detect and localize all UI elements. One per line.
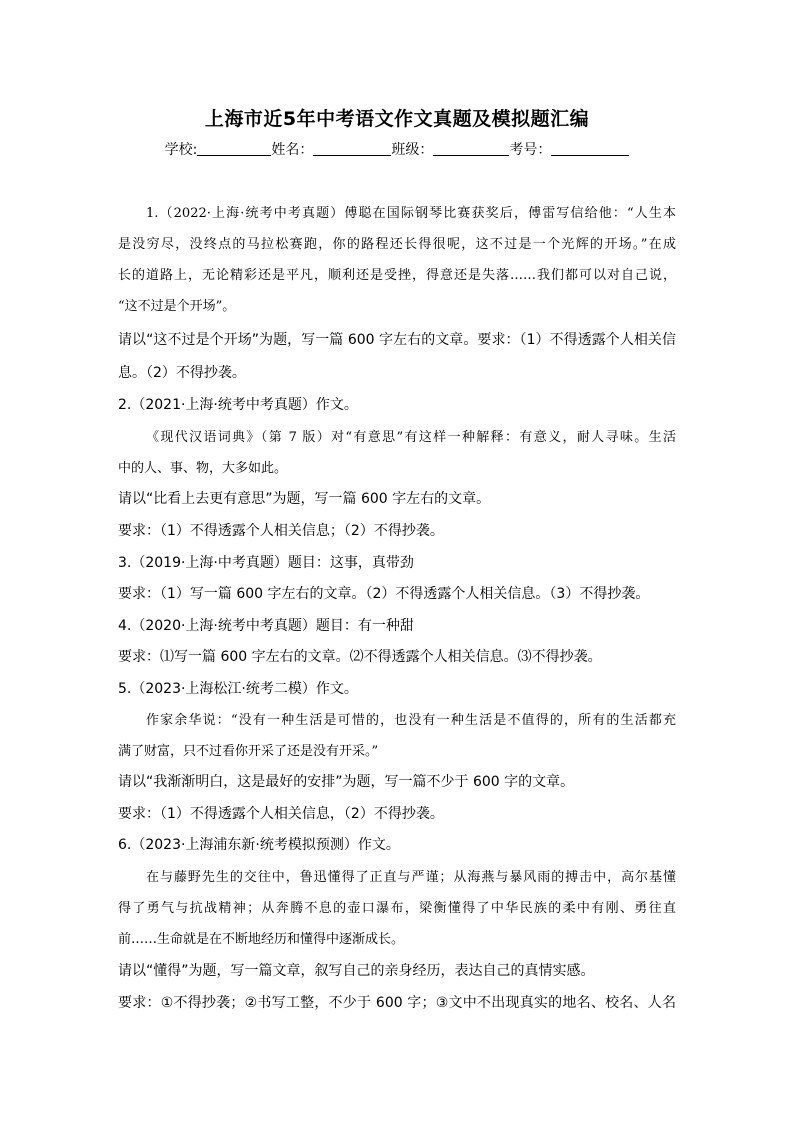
q5-prompt-line-2: 满了财富，只不过看你开采了还是没有开采。” [118,744,379,759]
name-label: 姓名： [271,142,314,158]
q6-requirement-line-2: 要求：①不得抄袭；②书写工整，不少于 600 字；③文中不出现真实的地名、校名、人名 [118,995,676,1011]
q5-heading: 5.（2023·上海松江·统考二模）作文。 [118,681,358,697]
q2-prompt-line-2: 中的人、事、物，大多如此。 [118,461,288,476]
q5-requirement-line-1: 请以“我渐渐明白，这是最好的安排”为题，写一篇不少于 600 字的文章。 [118,774,575,790]
number-blank[interactable] [551,141,629,156]
q1-requirement-line-1: 请以“这不过是个开场”为题，写一篇 600 字左右的文章。要求：（1）不得透露个人相关信 [118,332,676,348]
page-title: 上海市近5年中考语文作文真题及模拟题汇编 [204,108,590,130]
q5-requirement-line-2: 要求：（1）不得透露个人相关信息，（2）不得抄袭。 [118,806,444,822]
class-label: 班级： [391,142,434,158]
q4-requirement: 要求：⑴写一篇 600 字左右的文章。⑵不得透露个人相关信息。⑶不得抄袭。 [118,649,602,665]
q1-prompt-line-4: “这不过是个开场”。 [118,299,236,314]
q6-requirement-line-1: 请以“懂得”为题，写一篇文章，叙写自己的亲身经历，表达自己的真情实感。 [118,963,595,979]
student-info-line [0,139,794,159]
number-label: 考号： [509,142,552,158]
school-blank[interactable] [197,141,271,156]
q6-prompt-line-2: 得了勇气与抗战精神；从奔腾不息的壶口瀑布，梁衡懂得了中华民族的柔中有刚、勇往直 [118,901,676,916]
q6-heading: 6.（2023·上海浦东新·统考模拟预测）作文。 [118,837,400,853]
q5-prompt-line-1: 作家余华说：“没有一种生活是可惜的，也没有一种生活是不值得的，所有的生活都充 [146,713,676,728]
q2-prompt-line-1: 《现代汉语词典》（第 7 版）对“有意思”有这样一种解释：有意义，耐人寻味。生活 [146,430,676,445]
q3-heading: 3.（2019·上海·中考真题）题目：这事，真带劲 [118,555,414,571]
q2-requirement-line-1: 请以“比看上去更有意思”为题，写一篇 600 字左右的文章。 [118,491,491,507]
q1-prompt-line-2: 是没穷尽，没终点的马拉松赛跑，你的路程还长得很呢，这不过是一个光辉的开场。”在成 [118,237,676,252]
q6-prompt-line-3: 前……生命就是在不断地经历和懂得中逐渐成长。 [118,932,405,947]
class-blank[interactable] [433,141,509,156]
q3-requirement: 要求：（1）写一篇 600 字左右的文章。（2）不得透露个人相关信息。（3）不得抄袭。 [118,586,650,602]
name-blank[interactable] [313,141,391,156]
q2-requirement-line-2: 要求：（1）不得透露个人相关信息；（2）不得抄袭。 [118,523,444,539]
q1-prompt-line-3: 长的道路上，无论精彩还是平凡，顺利还是受挫，得意还是失落……我们都可以对自己说， [118,268,676,283]
q1-prompt-line-1: 1.（2022·上海·统考中考真题）傅聪在国际钢琴比赛获奖后，傅雷写信给他：“人生本 [146,206,676,221]
q1-requirement-line-2: 息。（2）不得抄袭。 [118,365,246,381]
q2-heading: 2.（2021·上海·统考中考真题）作文。 [118,397,358,413]
school-label: 学校: [164,142,198,158]
q4-heading: 4.（2020·上海·统考中考真题）题目：有一种甜 [118,618,414,634]
q6-prompt-line-1: 在与藤野先生的交往中，鲁迅懂得了正直与严谨；从海燕与暴风雨的搏击中，高尔基懂 [146,870,676,885]
